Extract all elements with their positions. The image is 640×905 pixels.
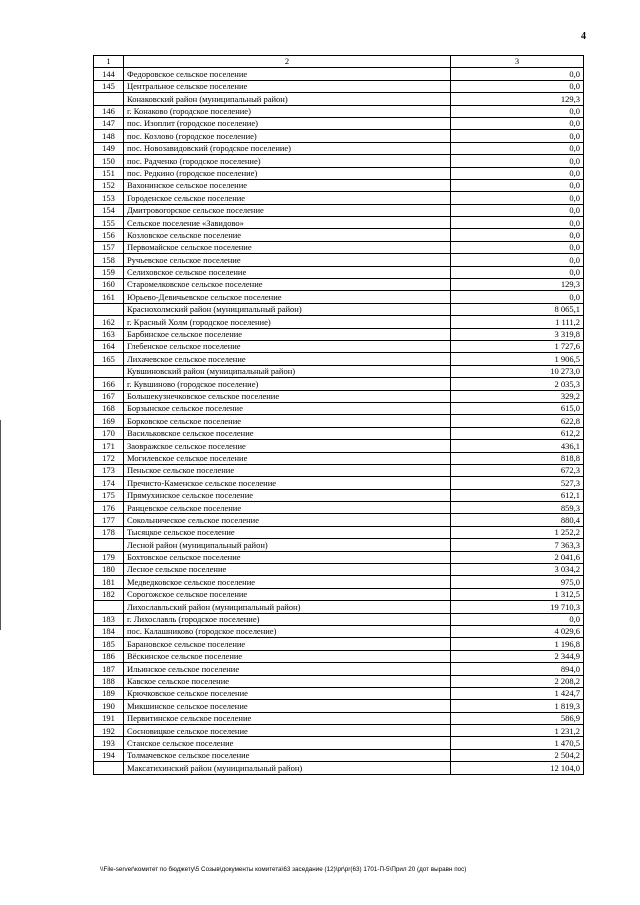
- row-name: Селиховское сельское поселение: [124, 266, 451, 278]
- row-value: 586,9: [451, 712, 584, 724]
- table-row: [94, 687, 584, 699]
- table-row: [94, 155, 584, 167]
- row-name: Первитинское сельское поселение: [124, 712, 451, 724]
- header-col-number: 1: [94, 56, 124, 68]
- row-name: Станское сельское поселение: [124, 737, 451, 749]
- row-name: Лихославльский район (муниципальный район): [124, 601, 451, 613]
- table-row: [94, 427, 584, 439]
- row-name: г. Красный Холм (городское поселение): [124, 316, 451, 328]
- table-row: [94, 192, 584, 204]
- row-number: 147: [94, 117, 124, 129]
- row-value: 0,0: [451, 105, 584, 117]
- district-row: [94, 762, 584, 774]
- row-value: 329,2: [451, 390, 584, 402]
- row-value: 1 727,6: [451, 340, 584, 352]
- row-value: 1 312,5: [451, 588, 584, 600]
- row-name: Толмачевское сельское поселение: [124, 749, 451, 761]
- row-name: Ручьевское сельское поселение: [124, 254, 451, 266]
- table-row: [94, 117, 584, 129]
- row-name: пос. Радченко (городское поселение): [124, 155, 451, 167]
- row-value: 0,0: [451, 68, 584, 80]
- row-number: 192: [94, 725, 124, 737]
- table-row: [94, 514, 584, 526]
- row-number: 146: [94, 105, 124, 117]
- row-value: 0,0: [451, 130, 584, 142]
- row-number: 151: [94, 167, 124, 179]
- table-row: [94, 204, 584, 216]
- table-row: [94, 229, 584, 241]
- row-value: 0,0: [451, 179, 584, 191]
- row-name: Краснохолмский район (муниципальный район): [124, 303, 451, 315]
- row-name: Кавское сельское поселение: [124, 675, 451, 687]
- row-number: 176: [94, 502, 124, 514]
- table-row: [94, 241, 584, 253]
- row-name: пос. Редкино (городское поселение): [124, 167, 451, 179]
- row-number: [94, 539, 124, 551]
- page-number: 4: [581, 31, 586, 42]
- row-number: [94, 303, 124, 315]
- transfers-table: [93, 55, 584, 775]
- table-row: [94, 551, 584, 563]
- row-value: 19 710,3: [451, 601, 584, 613]
- row-number: 185: [94, 638, 124, 650]
- row-value: 0,0: [451, 217, 584, 229]
- row-number: 187: [94, 663, 124, 675]
- row-name: Большекузнечковское сельское поселение: [124, 390, 451, 402]
- table-row: [94, 588, 584, 600]
- row-name: пос. Изоплит (городское поселение): [124, 117, 451, 129]
- row-number: 179: [94, 551, 124, 563]
- row-number: 158: [94, 254, 124, 266]
- row-number: 177: [94, 514, 124, 526]
- row-value: 0,0: [451, 241, 584, 253]
- header-col-value: 3: [451, 56, 584, 68]
- row-name: Вёскинское сельское поселение: [124, 650, 451, 662]
- row-name: Ильинское сельское поселение: [124, 663, 451, 675]
- row-value: 0,0: [451, 117, 584, 129]
- row-value: 1 231,2: [451, 725, 584, 737]
- row-value: 612,1: [451, 489, 584, 501]
- row-value: 1 906,5: [451, 353, 584, 365]
- row-value: 0,0: [451, 266, 584, 278]
- table-row: [94, 142, 584, 154]
- row-value: 10 273,0: [451, 365, 584, 377]
- row-value: 129,3: [451, 279, 584, 291]
- header-row: [94, 56, 584, 68]
- row-name: Борзынское сельское поселение: [124, 402, 451, 414]
- row-number: 163: [94, 328, 124, 340]
- row-number: 160: [94, 279, 124, 291]
- row-number: 171: [94, 440, 124, 452]
- row-number: 183: [94, 613, 124, 625]
- table-row: [94, 316, 584, 328]
- row-name: Микшинское сельское поселение: [124, 700, 451, 712]
- row-name: Максатихинский район (муниципальный район): [124, 762, 451, 774]
- table-row: [94, 625, 584, 637]
- row-number: 193: [94, 737, 124, 749]
- row-name: Тысяцкое сельское поселение: [124, 526, 451, 538]
- table-row: [94, 378, 584, 390]
- table-row: [94, 279, 584, 291]
- row-name: Ранцевское сельское поселение: [124, 502, 451, 514]
- table-row: [94, 613, 584, 625]
- table-row: [94, 130, 584, 142]
- table-row: [94, 167, 584, 179]
- row-value: 622,8: [451, 415, 584, 427]
- row-name: Лесной район (муниципальный район): [124, 539, 451, 551]
- row-name: Заовражское сельское поселение: [124, 440, 451, 452]
- row-value: 527,3: [451, 477, 584, 489]
- row-name: Пречисто-Каменское сельское поселение: [124, 477, 451, 489]
- row-value: 672,3: [451, 464, 584, 476]
- table-row: [94, 489, 584, 501]
- row-value: 4 029,6: [451, 625, 584, 637]
- row-name: Первомайское сельское поселение: [124, 241, 451, 253]
- row-name: Пеньское сельское поселение: [124, 464, 451, 476]
- row-name: г. Кувшиново (городское поселение): [124, 378, 451, 390]
- row-number: 194: [94, 749, 124, 761]
- table-row: [94, 68, 584, 80]
- table-row: [94, 638, 584, 650]
- row-name: г. Лихославль (городское поселение): [124, 613, 451, 625]
- row-name: Городенское сельское поселение: [124, 192, 451, 204]
- district-row: [94, 303, 584, 315]
- row-name: Конаковский район (муниципальный район): [124, 93, 451, 105]
- row-value: 2 344,9: [451, 650, 584, 662]
- district-row: [94, 539, 584, 551]
- table-row: [94, 675, 584, 687]
- row-value: 12 104,0: [451, 762, 584, 774]
- table-row: [94, 80, 584, 92]
- row-name: Лихачевское сельское поселение: [124, 353, 451, 365]
- row-number: 152: [94, 179, 124, 191]
- row-value: 0,0: [451, 142, 584, 154]
- table-row: [94, 650, 584, 662]
- row-value: 612,2: [451, 427, 584, 439]
- table-row: [94, 217, 584, 229]
- table-row: [94, 725, 584, 737]
- table-row: [94, 353, 584, 365]
- table-row: [94, 502, 584, 514]
- row-value: 2 208,2: [451, 675, 584, 687]
- row-value: 1 252,2: [451, 526, 584, 538]
- table-row: [94, 712, 584, 724]
- row-name: Барановское сельское поселение: [124, 638, 451, 650]
- row-name: Могилевское сельское поселение: [124, 452, 451, 464]
- row-value: 0,0: [451, 155, 584, 167]
- row-value: 0,0: [451, 80, 584, 92]
- table-row: [94, 564, 584, 576]
- row-value: 0,0: [451, 204, 584, 216]
- district-row: [94, 601, 584, 613]
- row-value: 8 065,1: [451, 303, 584, 315]
- row-number: 155: [94, 217, 124, 229]
- row-value: 894,0: [451, 663, 584, 675]
- row-name: Центральное сельское поселение: [124, 80, 451, 92]
- row-number: 184: [94, 625, 124, 637]
- row-name: Васильковское сельское поселение: [124, 427, 451, 439]
- row-name: Козловское сельское поселение: [124, 229, 451, 241]
- row-value: 2 041,6: [451, 551, 584, 563]
- row-value: 859,3: [451, 502, 584, 514]
- table-row: [94, 254, 584, 266]
- row-number: 168: [94, 402, 124, 414]
- row-number: [94, 762, 124, 774]
- table-row: [94, 105, 584, 117]
- table-row: [94, 340, 584, 352]
- row-value: 1 196,8: [451, 638, 584, 650]
- row-number: 182: [94, 588, 124, 600]
- row-name: Глебенское сельское поселение: [124, 340, 451, 352]
- row-name: пос. Новозавидовский (городское поселение): [124, 142, 451, 154]
- row-number: 186: [94, 650, 124, 662]
- table-row: [94, 415, 584, 427]
- row-name: Вахонинское сельское поселение: [124, 179, 451, 191]
- table-row: [94, 737, 584, 749]
- row-value: 0,0: [451, 167, 584, 179]
- row-number: 175: [94, 489, 124, 501]
- row-number: 167: [94, 390, 124, 402]
- row-value: 1 470,5: [451, 737, 584, 749]
- row-value: 0,0: [451, 192, 584, 204]
- row-value: 3 034,2: [451, 564, 584, 576]
- table-row: [94, 402, 584, 414]
- row-name: Медведковское сельское поселение: [124, 576, 451, 588]
- left-margin-rule: [0, 420, 1, 630]
- row-number: 189: [94, 687, 124, 699]
- district-row: [94, 365, 584, 377]
- row-value: 1 111,2: [451, 316, 584, 328]
- table-row: [94, 440, 584, 452]
- row-number: 150: [94, 155, 124, 167]
- table-row: [94, 464, 584, 476]
- row-number: [94, 93, 124, 105]
- row-value: 129,3: [451, 93, 584, 105]
- row-name: Прямухинское сельское поселение: [124, 489, 451, 501]
- row-number: 144: [94, 68, 124, 80]
- table-row: [94, 700, 584, 712]
- table-row: [94, 328, 584, 340]
- row-value: 7 363,3: [451, 539, 584, 551]
- row-value: 615,0: [451, 402, 584, 414]
- row-name: пос. Калашниково (городское поселение): [124, 625, 451, 637]
- row-number: 169: [94, 415, 124, 427]
- table-row: [94, 291, 584, 303]
- table-row: [94, 663, 584, 675]
- row-value: 2 504,2: [451, 749, 584, 761]
- table-row: [94, 179, 584, 191]
- row-name: Кувшиновский район (муниципальный район): [124, 365, 451, 377]
- row-number: 153: [94, 192, 124, 204]
- table-row: [94, 749, 584, 761]
- row-number: 172: [94, 452, 124, 464]
- row-value: 3 319,8: [451, 328, 584, 340]
- row-value: 0,0: [451, 229, 584, 241]
- table-row: [94, 452, 584, 464]
- row-number: 178: [94, 526, 124, 538]
- row-name: Юрьево-Девичьевское сельское поселение: [124, 291, 451, 303]
- row-name: Лесное сельское поселение: [124, 564, 451, 576]
- row-name: пос. Козлово (городское поселение): [124, 130, 451, 142]
- row-number: 148: [94, 130, 124, 142]
- row-name: Бохтовское сельское поселение: [124, 551, 451, 563]
- row-value: 1 424,7: [451, 687, 584, 699]
- row-name: Сокольническое сельское поселение: [124, 514, 451, 526]
- row-name: Борковское сельское поселение: [124, 415, 451, 427]
- row-name: Федоровское сельское поселение: [124, 68, 451, 80]
- row-number: 145: [94, 80, 124, 92]
- header-col-name: 2: [124, 56, 451, 68]
- row-value: 880,4: [451, 514, 584, 526]
- row-number: 154: [94, 204, 124, 216]
- row-number: 191: [94, 712, 124, 724]
- row-number: 181: [94, 576, 124, 588]
- row-number: 159: [94, 266, 124, 278]
- table-row: [94, 266, 584, 278]
- row-number: [94, 601, 124, 613]
- row-number: 190: [94, 700, 124, 712]
- row-name: Дмитровогорское сельское поселение: [124, 204, 451, 216]
- district-row: [94, 93, 584, 105]
- file-path-footer: \\File-server\комитет по бюджету\5 Созыв\документы комитета\63 заседание (12)\pr\pr(63) 1701-П-5\Прил 20 (дот выравн пос): [100, 866, 467, 873]
- row-value: 1 819,3: [451, 700, 584, 712]
- row-value: 0,0: [451, 291, 584, 303]
- row-number: 161: [94, 291, 124, 303]
- row-number: 173: [94, 464, 124, 476]
- row-number: [94, 365, 124, 377]
- row-number: 188: [94, 675, 124, 687]
- row-name: Сорогожское сельское поселение: [124, 588, 451, 600]
- table-row: [94, 576, 584, 588]
- row-value: 0,0: [451, 254, 584, 266]
- row-name: Барбинское сельское поселение: [124, 328, 451, 340]
- row-name: Сельское поселение «Завидово»: [124, 217, 451, 229]
- row-value: 0,0: [451, 613, 584, 625]
- row-number: 164: [94, 340, 124, 352]
- row-number: 165: [94, 353, 124, 365]
- row-number: 162: [94, 316, 124, 328]
- row-value: 2 035,3: [451, 378, 584, 390]
- table-row: [94, 526, 584, 538]
- row-value: 818,8: [451, 452, 584, 464]
- row-name: Старомелковское сельское поселение: [124, 279, 451, 291]
- row-value: 975,0: [451, 576, 584, 588]
- row-number: 180: [94, 564, 124, 576]
- row-value: 436,1: [451, 440, 584, 452]
- row-number: 157: [94, 241, 124, 253]
- row-number: 174: [94, 477, 124, 489]
- row-name: Сосновицкое сельское поселение: [124, 725, 451, 737]
- row-number: 170: [94, 427, 124, 439]
- table-row: [94, 390, 584, 402]
- row-number: 149: [94, 142, 124, 154]
- row-number: 156: [94, 229, 124, 241]
- row-name: г. Конаково (городское поселение): [124, 105, 451, 117]
- row-name: Крючковское сельское поселение: [124, 687, 451, 699]
- table-row: [94, 477, 584, 489]
- row-number: 166: [94, 378, 124, 390]
